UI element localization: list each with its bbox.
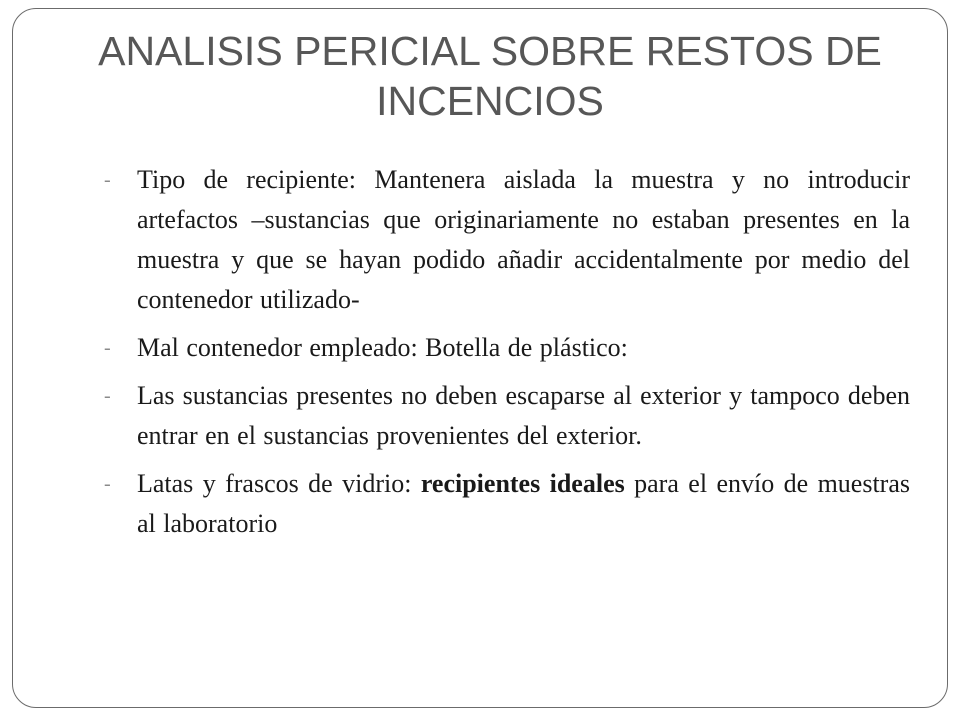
bullet-marker: -	[104, 473, 111, 495]
bullet-text-emphasis: recipientes ideales	[420, 469, 625, 498]
bullet-item-bad-container	[104, 328, 910, 368]
bullet-list	[104, 160, 910, 552]
bullet-marker: -	[104, 337, 111, 359]
bullet-item-substances	[104, 376, 910, 456]
bullet-item-container-type	[104, 160, 910, 320]
bullet-marker: -	[104, 169, 111, 191]
bullet-item-ideal-containers	[104, 464, 910, 544]
bullet-text-lead: Latas y frascos de vidrio:	[137, 469, 421, 498]
bullet-marker: -	[104, 385, 111, 407]
bullet-text: Mal contenedor empleado: Botella de plástico:	[137, 333, 628, 362]
slide-title: ANALISIS PERICIAL SOBRE RESTOS DE INCENCIOS	[98, 28, 882, 124]
bullet-text: Las sustancias presentes no deben escaparse al exterior y tampoco deben entrar en el sustancias provenientes del exterior.	[137, 381, 910, 450]
bullet-text: Tipo de recipiente: Mantenera aislada la muestra y no introducir artefactos –sustancias que originariamente no estaban presentes en la muestra y que se hayan podido añadir accidentalmente por medio del contenedor utilizado-	[137, 165, 910, 314]
bullet-text-tail: para el envío de muestras al laboratorio	[137, 469, 910, 538]
